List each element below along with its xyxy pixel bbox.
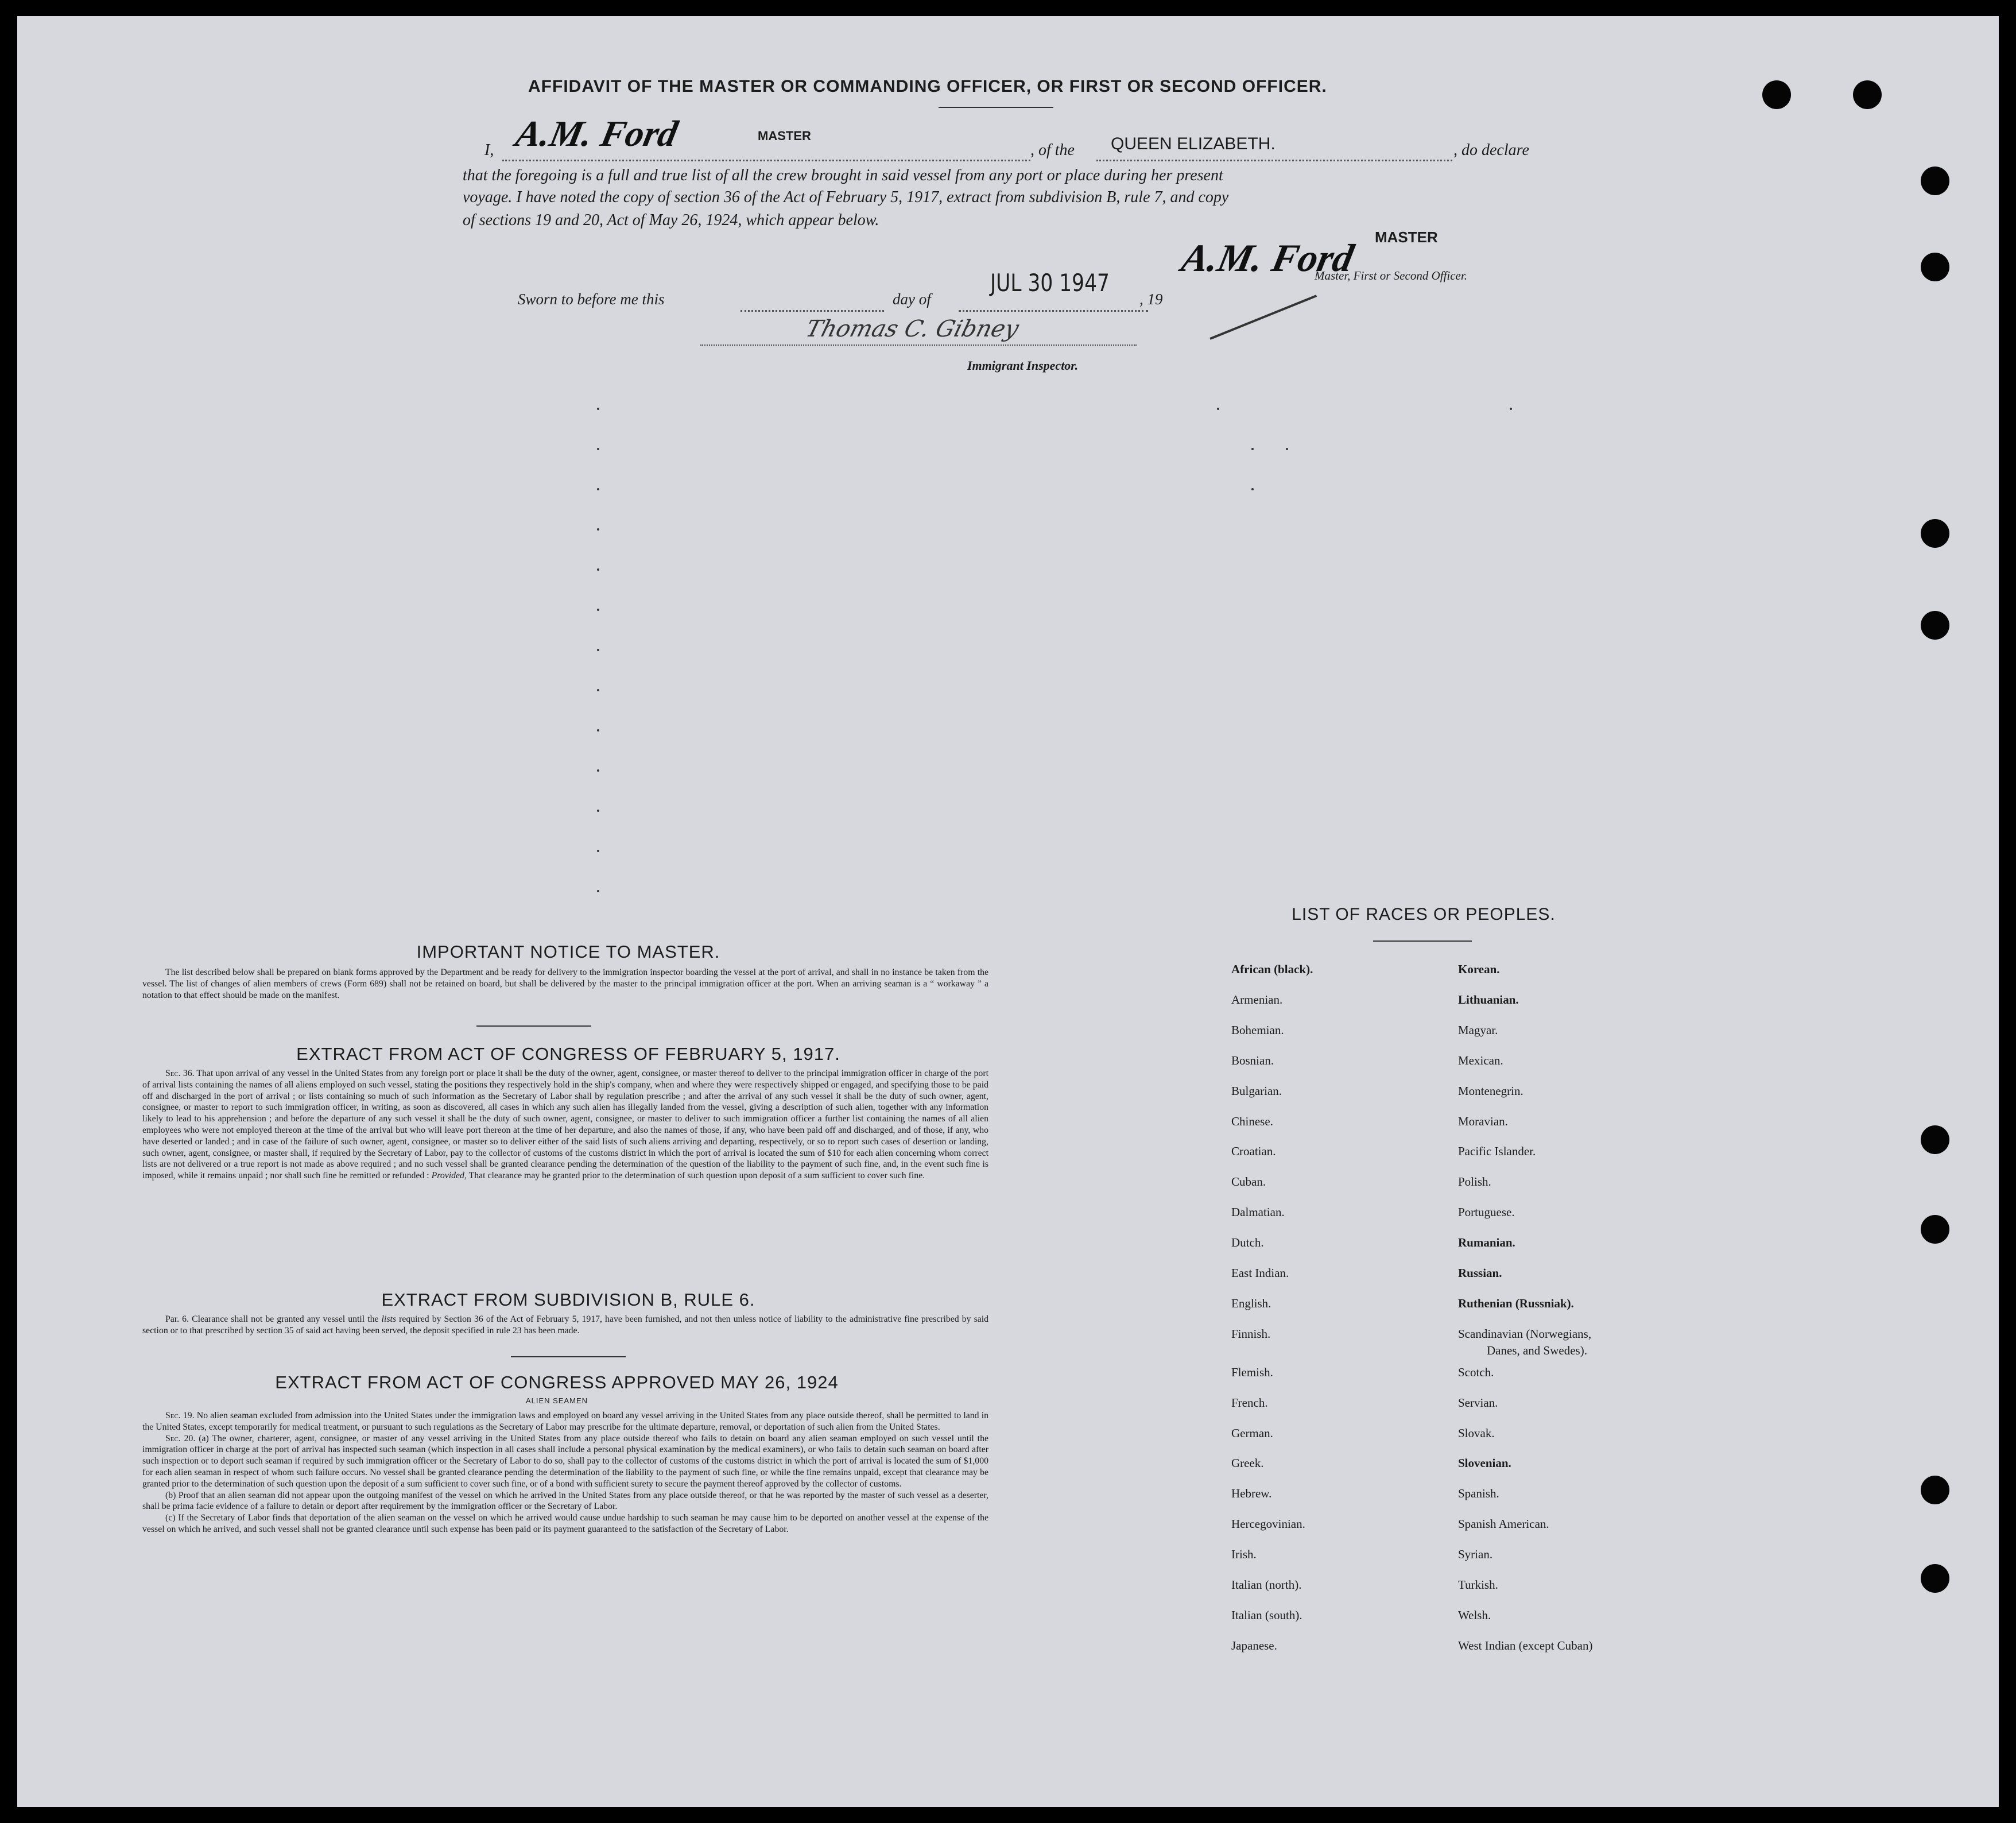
race-item: African (black). [1231, 962, 1313, 976]
race-item: Russian. [1458, 1266, 1502, 1280]
officer-signature-stroke [1209, 295, 1317, 340]
sworn-label: Sworn to before me this [518, 291, 665, 308]
binder-hole [1921, 1564, 1949, 1593]
section-divider [511, 1356, 626, 1357]
document-page [17, 16, 1999, 1807]
extract-1924-text [142, 1410, 988, 1535]
notice-text [142, 967, 988, 1001]
binder-hole [1921, 519, 1949, 548]
master-signature: A.M. Ford [512, 113, 681, 154]
sec19-body: No alien seaman excluded from admission into the United States under the immigration laws and employed on board any vessel arriving in the United States from any place outside thereof, shall be permitted to land in the United States, except temporarily for medical treatment, or pursuant to such regulations as the Secretary of Labor may prescribe for the ultimate departure, removal, or deportation of such alien from the United States. [142, 1411, 988, 1432]
bleed-dot [597, 890, 599, 892]
race-item: Spanish. [1458, 1487, 1499, 1501]
race-item: Chinese. [1231, 1114, 1273, 1128]
race-item: Turkish. [1458, 1578, 1498, 1592]
vessel-name-line [1096, 160, 1452, 161]
proviso-text: That clearance may be granted prior to the determination of such question upon deposit of a sum sufficient to cover such fine. [468, 1171, 925, 1181]
race-item: East Indian. [1231, 1266, 1289, 1280]
rule6-body-b: required by Section 36 of the Act of February 5, 1917, have been furnished, and not then unless notice of liability to the administrative fine prescribed by said section or to that prescribed by section 35 of said act having been served, the deposit specified in rule 23 has been made. [142, 1314, 989, 1336]
bleed-dot [597, 689, 599, 691]
bleed-dot [597, 649, 599, 651]
race-item: Bosnian. [1231, 1053, 1274, 1067]
race-item: Moravian. [1458, 1114, 1508, 1128]
race-item: Dalmatian. [1231, 1205, 1285, 1220]
alien-seamen-subtitle: ALIEN SEAMEN [525, 1396, 588, 1405]
bleed-dot [597, 769, 599, 772]
race-item: Finnish. [1231, 1326, 1271, 1341]
officer-signature: A.M. Ford [1178, 236, 1358, 280]
bleed-dot [597, 850, 599, 852]
of-the-label: , of the [1030, 141, 1075, 159]
bleed-dot [1251, 488, 1254, 490]
race-item: Cuban. [1231, 1175, 1266, 1189]
master-rank: MASTER [758, 129, 811, 143]
affidavit-line-4: of sections 19 and 20, Act of May 26, 1924, which appear below. [463, 211, 879, 229]
race-item: Italian (south). [1231, 1608, 1302, 1622]
inspector-signature: Thomas C. Gibney [802, 316, 1022, 342]
binder-hole [1921, 1215, 1949, 1244]
race-item: French. [1231, 1395, 1268, 1410]
notice-paragraph: The list described below shall be prepared on blank forms approved by the Department and be ready for delivery to the immigration inspector boarding the vessel at the port of arrival, and shall in no instance be taken from the vessel. The list of changes of alien members of crews (Form 689) shall not be retained on board, but shall be delivered by the master to the principal immigration officer at the port. When an arriving seaman is a “ workaway ” a notation to that effect should be made on the manifest. [142, 967, 988, 1000]
race-item: Syrian. [1458, 1547, 1493, 1562]
section-divider [476, 1025, 591, 1027]
race-item: German. [1231, 1426, 1273, 1440]
race-item: Armenian. [1231, 992, 1283, 1007]
title-underline [939, 107, 1053, 108]
race-item: Polish. [1458, 1175, 1491, 1189]
race-item: Magyar. [1458, 1023, 1498, 1037]
day-of-label: day of [893, 291, 931, 308]
race-item: Slovenian. [1458, 1456, 1511, 1470]
binder-hole [1921, 1476, 1949, 1504]
race-item: Japanese. [1231, 1638, 1277, 1652]
bleed-dot [597, 448, 599, 450]
race-item: Scandinavian (Norwegians, [1458, 1326, 1592, 1341]
affidavit-line-3: voyage. I have noted the copy of section 36 of the Act of February 5, 1917, extract from subdivision B, rule 7, and copy [463, 188, 1229, 206]
bleed-dot [597, 408, 599, 410]
binder-hole [1762, 80, 1791, 109]
bleed-dot [597, 810, 599, 812]
race-item: Bulgarian. [1231, 1083, 1282, 1098]
race-item: Italian (north). [1231, 1578, 1302, 1592]
extract-1917-text [142, 1068, 988, 1182]
race-item: Servian. [1458, 1395, 1498, 1410]
notice-title: IMPORTANT NOTICE TO MASTER. [416, 942, 720, 962]
race-item: Greek. [1231, 1456, 1264, 1470]
race-item: Mexican. [1458, 1053, 1503, 1067]
master-label-right: MASTER [1375, 229, 1438, 246]
race-item: Korean. [1458, 962, 1500, 976]
sworn-day-line [741, 310, 884, 312]
binder-hole [1921, 167, 1949, 195]
section-label: Sec. 36. [165, 1069, 195, 1078]
races-title-underline [1373, 940, 1472, 942]
extract-1917-body: That upon arrival of any vessel in the United States from any foreign port or place it shall be the duty of the owner, agent, consignee, or master thereof to deliver to the principal immigration officer in charge of the port of arrival lists containing the names of all aliens employed on such vessel, stating the positions they respectively hold in the ship's company, when and where they were respectively shipped or engaged, and specifying those to be paid off and discharged in the port of arrival ; or lists containing so much of such information as the Secretary of Labor shall by regulation prescribe ; and after the arrival of any such vessel it shall be the duty of such owner, agent, consignee, or master to report to such immigration officer, in writing, as soon as discovered, all cases in which any such alien has illegally landed from the vessel, giving a description of such alien, together with any information likely to lead to his apprehension ; and before the departure of any such vessel it shall be the duty of such owner, agent, consignee, or master to deliver to such immigration officer a further list containing the names of all alien employees who were not employed thereon at the time of the arrival but who will leave port thereon at the time of her departure, and also the names of those, if any, who have been paid off and discharged, and of those, if any, who have deserted or landed ; and in case of the failure of such owner, agent, consignee, or master so to deliver either of the said lists of such aliens arriving and departing, respectively, or so to report such cases of desertion or landing, such owner, agent, consignee, or master shall, if required by the Secretary of Labor, pay to the collector of customs of the customs district in which the port of arrival is located the sum of $10 for each alien concerning whom correct lists are not delivered or a true report is not made as above required ; and no such vessel shall be granted clearance pending the determination of the question of the liability to the payment of such fine, and, in the event such fine is imposed, while it remains unpaid ; nor shall such fine be remitted or refunded : [142, 1069, 988, 1181]
inspector-signature-line [700, 345, 1137, 346]
binder-hole [1921, 1125, 1949, 1154]
inspector-caption: Immigrant Inspector. [967, 358, 1079, 373]
rule6-italic: lists [381, 1314, 397, 1324]
extract-1917-title: EXTRACT FROM ACT OF CONGRESS OF FEBRUARY 5, 1917. [296, 1044, 840, 1064]
race-item: Bohemian. [1231, 1023, 1284, 1037]
race-item: Scotch. [1458, 1365, 1494, 1379]
sec20a-body: (a) The owner, charterer, agent, consignee, or master of any vessel arriving in the United States from any place outside thereof who fails to detain on board any alien seaman employed on such vessel until the immigration officer in charge at the port of arrival has inspected such seaman (which inspection in all cases shall include a personal physical examination by the medical examiners), or who fails to detain such seaman on board after such inspection or to deport such seaman if required by such immigration officer or the Secretary of Labor to do so, shall pay to the collector of customs of the customs district in which the port of arrival is located the sum of $1,000 for each alien seaman in respect of whom such failure occurs. No vessel shall be granted clearance pending the determination of the liability to the payment of such fine, or while the fine remains unpaid, except that clearance may be granted prior to the determination of such question upon the deposit of a sum sufficient to cover such fine, or of a bond with sufficient surety to secure the payment thereof approved by the collector of customs. [142, 1433, 988, 1489]
bleed-dot [1251, 448, 1254, 450]
sec19-label: Sec. 19. [165, 1411, 195, 1421]
date-stamp: JUL 30 1947 [990, 269, 1110, 297]
race-item: Dutch. [1231, 1236, 1264, 1250]
bleed-dot [1217, 408, 1219, 410]
sworn-month-line [959, 310, 1148, 312]
race-item: Portuguese. [1458, 1205, 1515, 1220]
bleed-dot [597, 568, 599, 571]
race-item: Slovak. [1458, 1426, 1495, 1440]
race-item: West Indian (except Cuban) [1458, 1638, 1593, 1652]
bleed-dot [1286, 448, 1288, 450]
race-item: Flemish. [1231, 1365, 1273, 1379]
race-item: Irish. [1231, 1547, 1257, 1562]
rule6-body-a: Clearance shall not be granted any vessel until the [192, 1314, 379, 1324]
race-item: Croatian. [1231, 1144, 1276, 1159]
affidavit-line-2: that the foregoing is a full and true list of all the crew brought in said vessel from any port or place during her present [463, 167, 1223, 184]
race-item: Pacific Islander. [1458, 1144, 1536, 1159]
sec20-label: Sec. 20. [165, 1433, 196, 1443]
extract-1924-title: EXTRACT FROM ACT OF CONGRESS APPROVED MAY 26, 1924 [275, 1372, 839, 1392]
proviso-word: Provided, [431, 1171, 467, 1181]
binder-hole [1921, 253, 1949, 281]
vessel-name: QUEEN ELIZABETH. [1111, 134, 1275, 153]
bleed-dot [597, 528, 599, 531]
sec20c-body: (c) If the Secretary of Labor finds that deportation of the alien seaman on the vessel on which he arrived would cause undue hardship to such seaman he may cause him to be deported on another vessel at the expense of the vessel on which he arrived, and such vessel shall not be granted clearance until such expense has been paid or its payment guaranteed to the satisfaction of the Secretary of Labor. [142, 1513, 988, 1534]
race-continuation: Danes, and Swedes). [1487, 1344, 1587, 1357]
race-item: Spanish American. [1458, 1517, 1549, 1531]
extract-rule6-text [142, 1314, 988, 1337]
do-declare-label: , do declare [1453, 141, 1529, 159]
bleed-dot [597, 729, 599, 731]
sec20b-body: (b) Proof that an alien seaman did not appear upon the outgoing manifest of the vessel on which he arrived in the United States from any place outside thereof, or that he was reported by the master of such vessel as a deserter, shall be prima facie evidence of a failure to detain or deport after requirement by the immigration officer or the Secretary of Labor. [142, 1490, 988, 1512]
affidavit-title: AFFIDAVIT OF THE MASTER OR COMMANDING OFFICER, OR FIRST OR SECOND OFFICER. [528, 77, 1327, 96]
race-item: Rumanian. [1458, 1236, 1515, 1250]
bleed-dot [1510, 408, 1512, 410]
race-item: Hebrew. [1231, 1487, 1272, 1501]
officer-caption: Master, First or Second Officer. [1315, 269, 1467, 282]
race-item: Welsh. [1458, 1608, 1491, 1622]
race-item: English. [1231, 1296, 1271, 1310]
year-prefix: , 19 [1139, 291, 1163, 308]
race-item: Lithuanian. [1458, 992, 1519, 1007]
par-label: Par. 6. [165, 1314, 189, 1324]
master-name-line [502, 160, 1030, 161]
bleed-dot [597, 609, 599, 611]
i-label: I, [484, 141, 494, 159]
race-item: Ruthenian (Russniak). [1458, 1296, 1574, 1310]
binder-hole [1921, 611, 1949, 640]
bleed-dot [597, 488, 599, 490]
binder-hole [1853, 80, 1882, 109]
extract-rule6-title: EXTRACT FROM SUBDIVISION B, RULE 6. [381, 1290, 755, 1310]
races-title: LIST OF RACES OR PEOPLES. [1292, 905, 1556, 924]
race-item: Hercegovinian. [1231, 1517, 1305, 1531]
race-item: Montenegrin. [1458, 1083, 1523, 1098]
